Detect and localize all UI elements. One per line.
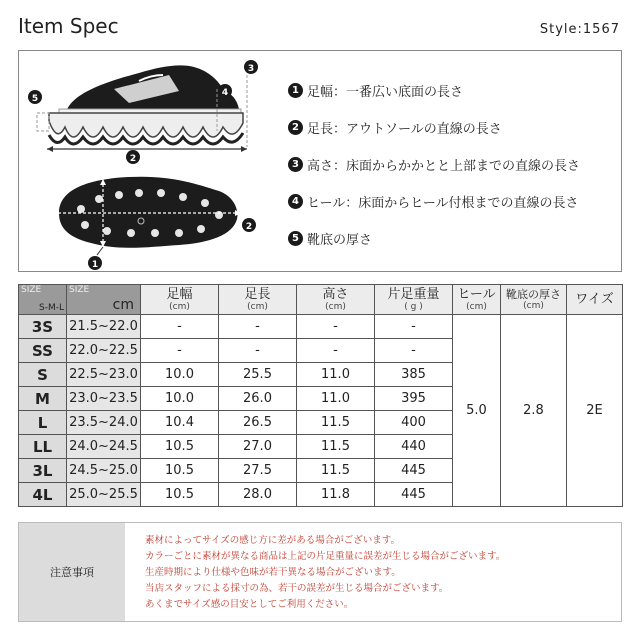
note-line: カラーごとに素材が異なる商品は上記の片足重量に誤差が生じる場合がございます。: [145, 551, 506, 562]
height-cell: 11.5: [297, 411, 375, 435]
size-cell: 4L: [19, 483, 67, 507]
size-cell: S: [19, 363, 67, 387]
note-line: 当店スタッフによる採寸の為、若干の誤差が生じる場合がございます。: [145, 583, 449, 594]
spec-item-sole: [288, 220, 618, 257]
height-cell: 11.8: [297, 483, 375, 507]
number-badge: 4: [288, 194, 303, 209]
length-cell: 28.0: [219, 483, 297, 507]
header-height: 高さ (cm): [297, 285, 375, 315]
corner-size2-label: SIZE: [69, 285, 90, 295]
header-sole: 靴底の厚さ (cm): [501, 285, 567, 315]
size-cell: SS: [19, 339, 67, 363]
header-length: 足長 (cm): [219, 285, 297, 315]
length-cell: 27.0: [219, 435, 297, 459]
range-cell: 24.5~25.0: [67, 459, 141, 483]
spec-item-width: [288, 72, 618, 109]
spec-item-height: [288, 146, 618, 183]
width-cell: 10.5: [141, 483, 219, 507]
range-cell: 23.5~24.0: [67, 411, 141, 435]
spec-text: 高さ：床面からかかとと上部までの直線の長さ: [307, 159, 581, 174]
spec-text: ヒール：床面からヒール付根までの直線の長さ: [307, 196, 579, 211]
spec-text: 足長：アウトソールの直線の長さ: [307, 122, 502, 137]
note-line: 生産時期により仕様や色味が若干異なる場合がございます。: [145, 567, 401, 578]
note-line: あくまでサイズ感の目安としてご利用ください。: [145, 599, 354, 610]
width-cell: 10.5: [141, 435, 219, 459]
number-badge: 2: [288, 120, 303, 135]
table-row: [19, 315, 623, 339]
marker-3: 3: [247, 64, 255, 74]
width-cell: 10.0: [141, 363, 219, 387]
size-cell: 3S: [19, 315, 67, 339]
range-cell: 22.0~22.5: [67, 339, 141, 363]
notes-body: [125, 523, 621, 621]
weight-cell: 440: [375, 435, 453, 459]
style-code: Style:1567: [539, 22, 620, 37]
size-cell: L: [19, 411, 67, 435]
size-cell: M: [19, 387, 67, 411]
weight-cell: -: [375, 339, 453, 363]
spec-item-length: [288, 109, 618, 146]
length-cell: -: [219, 315, 297, 339]
height-cell: 11.0: [297, 363, 375, 387]
width-cell: 10.4: [141, 411, 219, 435]
weight-cell: 445: [375, 459, 453, 483]
page-title: Item Spec: [18, 14, 119, 38]
size-cell: 3L: [19, 459, 67, 483]
header-wise: ワイズ: [567, 285, 623, 315]
height-cell: 11.0: [297, 387, 375, 411]
spec-text: 足幅：一番広い底面の長さ: [307, 85, 464, 100]
weight-cell: -: [375, 315, 453, 339]
range-cell: 21.5~22.0: [67, 315, 141, 339]
weight-cell: 385: [375, 363, 453, 387]
width-cell: 10.0: [141, 387, 219, 411]
marker-5: 5: [31, 94, 39, 104]
shoe-sole-view: [59, 177, 237, 248]
number-badge: 3: [288, 157, 303, 172]
corner-sml-label: S-M-L: [39, 303, 64, 313]
note-line: 素材によってサイズの感じ方に差がある場合がございます。: [145, 535, 400, 546]
marker-2-side: 2: [129, 154, 137, 164]
size-table: [18, 284, 623, 507]
width-cell: -: [141, 339, 219, 363]
spec-text: 靴底の厚さ: [307, 233, 373, 248]
spec-legend: [288, 72, 618, 257]
weight-cell: 400: [375, 411, 453, 435]
range-cell: 24.0~24.5: [67, 435, 141, 459]
wise-cell: 2E: [567, 315, 623, 507]
cm-corner-cell: [67, 285, 141, 315]
sole-thickness-cell: 2.8: [501, 315, 567, 507]
header-weight: 片足重量 ( g ): [375, 285, 453, 315]
range-cell: 22.5~23.0: [67, 363, 141, 387]
range-cell: 23.0~23.5: [67, 387, 141, 411]
range-cell: 25.0~25.5: [67, 483, 141, 507]
size-corner-cell: [19, 285, 67, 315]
number-badge: 1: [288, 83, 303, 98]
height-cell: 11.5: [297, 459, 375, 483]
length-cell: -: [219, 339, 297, 363]
weight-cell: 445: [375, 483, 453, 507]
marker-2-sole: 2: [245, 222, 253, 232]
size-cell: LL: [19, 435, 67, 459]
corner-cm-label: cm: [112, 297, 134, 313]
length-cell: 26.0: [219, 387, 297, 411]
number-badge: 5: [288, 231, 303, 246]
spec-item-heel: [288, 183, 618, 220]
length-cell: 25.5: [219, 363, 297, 387]
notes-label: 注意事項: [19, 523, 125, 621]
corner-size-label: SIZE: [21, 285, 42, 295]
marker-1: 1: [91, 260, 99, 270]
width-cell: -: [141, 315, 219, 339]
width-cell: 10.5: [141, 459, 219, 483]
heel-cell: 5.0: [453, 315, 501, 507]
height-cell: -: [297, 315, 375, 339]
length-cell: 27.5: [219, 459, 297, 483]
weight-cell: 395: [375, 387, 453, 411]
length-cell: 26.5: [219, 411, 297, 435]
height-cell: 11.5: [297, 435, 375, 459]
marker-4: 4: [221, 88, 229, 98]
header-heel: ヒール (cm): [453, 285, 501, 315]
shoe-side-view: [49, 65, 243, 144]
notes-panel: [18, 522, 622, 622]
header-width: 足幅 (cm): [141, 285, 219, 315]
height-cell: -: [297, 339, 375, 363]
